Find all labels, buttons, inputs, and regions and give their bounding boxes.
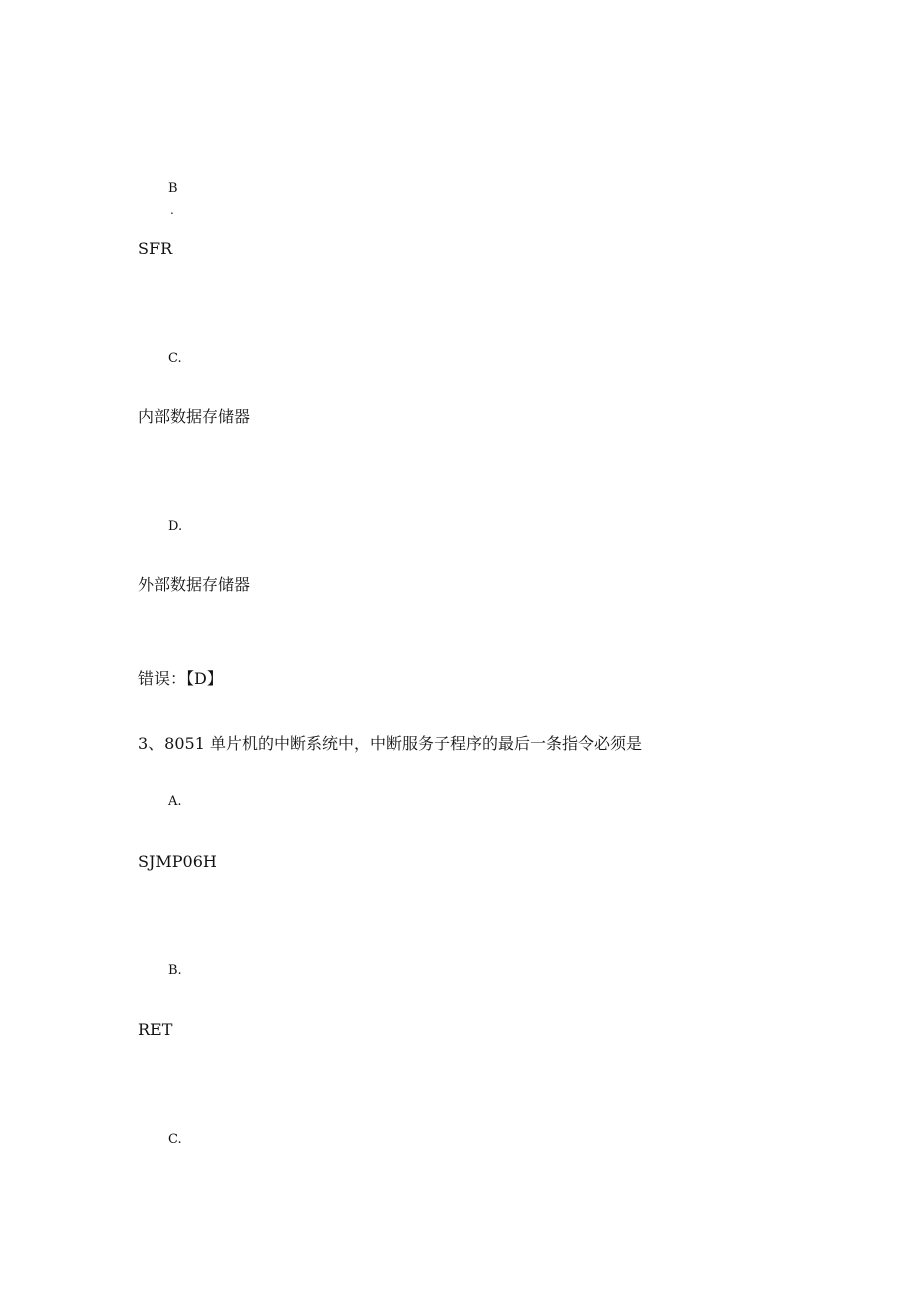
q2-option-c-letter: C.: [168, 351, 182, 366]
q2-option-d-text: 外部数据存储器: [138, 575, 251, 594]
q3-option-c-letter: C.: [168, 1132, 182, 1147]
q3-question: 3、8051 单片机的中断系统中，中断服务子程序的最后一条指令必须是: [138, 734, 642, 753]
q3-option-a-letter: A.: [168, 794, 182, 809]
q3-option-b-text: RET: [138, 1020, 173, 1039]
q3-option-a-text: SJMP06H: [138, 852, 217, 871]
q2-option-b-dot: .: [170, 203, 174, 217]
q2-option-b-text: SFR: [138, 239, 173, 258]
q2-option-b-letter: B: [168, 181, 178, 196]
q2-option-c-text: 内部数据存储器: [138, 407, 251, 426]
q2-answer: 错误：【D】: [138, 669, 223, 688]
q2-option-d-letter: D.: [168, 519, 183, 534]
q3-option-b-letter: B.: [168, 963, 182, 978]
